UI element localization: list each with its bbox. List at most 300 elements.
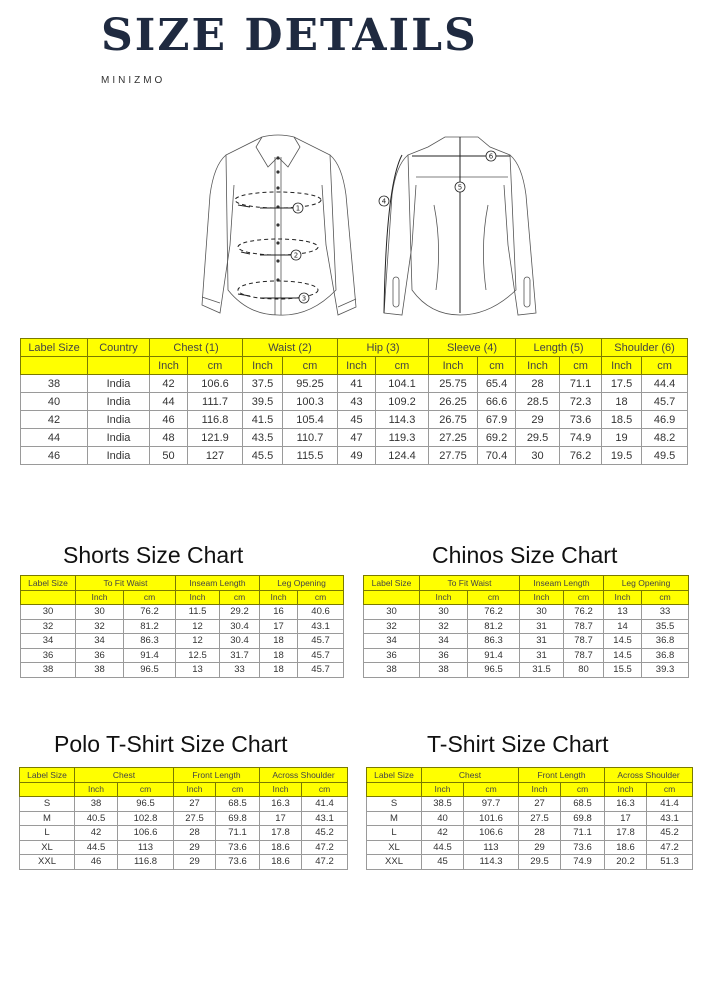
table-cell: India xyxy=(88,429,150,447)
table-cell: 38 xyxy=(76,663,124,678)
table-cell: 48.2 xyxy=(642,429,688,447)
table-cell: 49 xyxy=(338,447,376,465)
table-cell: 17 xyxy=(260,619,298,634)
table-cell: 29 xyxy=(174,840,216,855)
table-cell: 65.4 xyxy=(478,375,516,393)
table-cell: 38 xyxy=(75,797,118,812)
table-row xyxy=(21,411,688,429)
back-number-labels xyxy=(379,151,496,206)
table-cell: 113 xyxy=(464,840,519,855)
table-cell: 44.5 xyxy=(75,840,118,855)
table-cell: XXL xyxy=(20,855,75,870)
table-cell: 29.2 xyxy=(220,605,260,620)
column-header: Label Size xyxy=(21,339,88,357)
header-row xyxy=(21,339,688,357)
table-cell: 124.4 xyxy=(376,447,429,465)
table-cell: 70.4 xyxy=(478,447,516,465)
brand-name: MINIZMO xyxy=(101,75,166,86)
table-cell: L xyxy=(367,826,422,841)
table-cell: 116.8 xyxy=(118,855,174,870)
table-cell: 28 xyxy=(516,375,560,393)
polo-size-table xyxy=(19,767,348,870)
table-cell: 17.8 xyxy=(260,826,302,841)
table-cell: 31 xyxy=(520,619,564,634)
table-cell: 50 xyxy=(150,447,188,465)
table-cell: 18.5 xyxy=(602,411,642,429)
table-cell: 45.7 xyxy=(298,663,344,678)
column-header: Chest xyxy=(422,768,519,783)
table-cell: 32 xyxy=(420,619,468,634)
table-cell: L xyxy=(20,826,75,841)
front-buttons xyxy=(276,156,279,281)
table-cell: 74.9 xyxy=(561,855,605,870)
table-cell: 16 xyxy=(260,605,298,620)
unit-header: cm xyxy=(124,590,176,605)
table-cell: 95.25 xyxy=(283,375,338,393)
table-cell: 39.5 xyxy=(243,393,283,411)
table-cell: 119.3 xyxy=(376,429,429,447)
table-cell: 78.7 xyxy=(564,619,604,634)
unit-row xyxy=(21,357,688,375)
table-row xyxy=(21,393,688,411)
table-cell: S xyxy=(367,797,422,812)
table-cell: 42 xyxy=(21,411,88,429)
table-cell: 76.2 xyxy=(560,447,602,465)
table-cell: 30 xyxy=(420,605,468,620)
table-row xyxy=(21,375,688,393)
table-cell: 12 xyxy=(176,634,220,649)
table-cell: 73.6 xyxy=(560,411,602,429)
unit-header: cm xyxy=(642,357,688,375)
table-cell: 31.7 xyxy=(220,648,260,663)
unit-header-blank xyxy=(20,782,75,797)
unit-header: cm xyxy=(560,357,602,375)
table-row xyxy=(367,826,693,841)
table-row xyxy=(364,605,689,620)
table-cell: 113 xyxy=(118,840,174,855)
table-cell: 109.2 xyxy=(376,393,429,411)
table-cell: 41.4 xyxy=(302,797,348,812)
table-row xyxy=(364,619,689,634)
table-cell: 46.9 xyxy=(642,411,688,429)
header-row xyxy=(21,576,344,591)
unit-header: cm xyxy=(464,782,519,797)
unit-header: cm xyxy=(283,357,338,375)
polo-chart-title: Polo T-Shirt Size Chart xyxy=(54,731,288,757)
table-cell: 100.3 xyxy=(283,393,338,411)
unit-header: cm xyxy=(478,357,516,375)
table-row xyxy=(364,663,689,678)
table-row xyxy=(20,811,348,826)
table-row xyxy=(21,648,344,663)
table-cell: 30.4 xyxy=(220,634,260,649)
table-cell: 32 xyxy=(364,619,420,634)
table-cell: 72.3 xyxy=(560,393,602,411)
table-cell: 74.9 xyxy=(560,429,602,447)
table-cell: M xyxy=(367,811,422,826)
table-cell: India xyxy=(88,393,150,411)
table-cell: 32 xyxy=(76,619,124,634)
column-header: To Fit Waist xyxy=(420,576,520,591)
table-row xyxy=(367,840,693,855)
table-cell: 42 xyxy=(150,375,188,393)
table-cell: 69.8 xyxy=(216,811,260,826)
table-row xyxy=(20,855,348,870)
table-cell: 18.6 xyxy=(605,840,647,855)
column-header: Label Size xyxy=(364,576,420,591)
table-cell: 38 xyxy=(21,375,88,393)
unit-header: cm xyxy=(642,590,689,605)
shorts-chart-title: Shorts Size Chart xyxy=(63,542,244,568)
table-cell: 127 xyxy=(188,447,243,465)
header-row xyxy=(364,576,689,591)
unit-header-blank xyxy=(21,590,76,605)
table-cell: 31 xyxy=(520,648,564,663)
table-cell: 18 xyxy=(260,634,298,649)
table-cell: 41.5 xyxy=(243,411,283,429)
unit-header: Inch xyxy=(604,590,642,605)
table-cell: 44.5 xyxy=(422,840,464,855)
table-row xyxy=(367,855,693,870)
table-cell: 76.2 xyxy=(564,605,604,620)
table-cell: 30 xyxy=(76,605,124,620)
table-cell: 102.8 xyxy=(118,811,174,826)
table-cell: 45.2 xyxy=(647,826,693,841)
table-cell: 47.2 xyxy=(302,855,348,870)
column-header: Label Size xyxy=(21,576,76,591)
table-cell: 36.8 xyxy=(642,634,689,649)
table-cell: 27.5 xyxy=(174,811,216,826)
table-cell: 41.4 xyxy=(647,797,693,812)
table-cell: 37.5 xyxy=(243,375,283,393)
table-cell: 40 xyxy=(21,393,88,411)
column-header: To Fit Waist xyxy=(76,576,176,591)
table-row xyxy=(21,663,344,678)
table-cell: 68.5 xyxy=(216,797,260,812)
table-cell: 30 xyxy=(364,605,420,620)
unit-header-blank xyxy=(88,357,150,375)
table-cell: 43.1 xyxy=(647,811,693,826)
table-cell: 47 xyxy=(338,429,376,447)
table-cell: 66.6 xyxy=(478,393,516,411)
table-cell: 86.3 xyxy=(124,634,176,649)
header-row xyxy=(20,768,348,783)
chinos-chart-title: Chinos Size Chart xyxy=(432,542,618,568)
table-row xyxy=(20,840,348,855)
table-cell: 42 xyxy=(422,826,464,841)
table-cell: 40.6 xyxy=(298,605,344,620)
table-cell: 29.5 xyxy=(516,429,560,447)
unit-header: Inch xyxy=(519,782,561,797)
unit-header: cm xyxy=(118,782,174,797)
table-cell: 16.3 xyxy=(605,797,647,812)
table-cell: 110.7 xyxy=(283,429,338,447)
table-cell: 71.1 xyxy=(216,826,260,841)
table-cell: 40 xyxy=(422,811,464,826)
table-cell: 34 xyxy=(76,634,124,649)
shirt-measurement-illustration xyxy=(190,125,540,335)
table-row xyxy=(20,797,348,812)
table-row xyxy=(21,619,344,634)
table-cell: 27.25 xyxy=(429,429,478,447)
table-cell: 114.3 xyxy=(464,855,519,870)
table-cell: 26.75 xyxy=(429,411,478,429)
table-row xyxy=(21,634,344,649)
table-cell: 45.7 xyxy=(298,648,344,663)
table-cell: 14.5 xyxy=(604,648,642,663)
table-cell: 16.3 xyxy=(260,797,302,812)
column-header: Front Length xyxy=(519,768,605,783)
table-cell: 11.5 xyxy=(176,605,220,620)
table-cell: 43.1 xyxy=(302,811,348,826)
table-cell: 45.7 xyxy=(642,393,688,411)
label-2: 2 xyxy=(293,251,299,260)
unit-header: Inch xyxy=(76,590,124,605)
table-cell: 38 xyxy=(364,663,420,678)
table-row xyxy=(367,797,693,812)
table-cell: 40.5 xyxy=(75,811,118,826)
table-row xyxy=(364,648,689,663)
column-header: Shoulder (6) xyxy=(602,339,688,357)
table-cell: 45 xyxy=(422,855,464,870)
table-cell: 30 xyxy=(520,605,564,620)
front-number-labels xyxy=(291,203,309,303)
table-cell: 34 xyxy=(21,634,76,649)
unit-header: Inch xyxy=(516,357,560,375)
table-cell: 91.4 xyxy=(468,648,520,663)
table-cell: 46 xyxy=(150,411,188,429)
column-header: Chest xyxy=(75,768,174,783)
table-cell: 68.5 xyxy=(561,797,605,812)
column-header: Across Shoulder xyxy=(605,768,693,783)
chinos-size-table xyxy=(363,575,689,678)
table-cell: 38 xyxy=(21,663,76,678)
table-cell: XL xyxy=(20,840,75,855)
table-cell: 67.9 xyxy=(478,411,516,429)
table-cell: 42 xyxy=(75,826,118,841)
unit-header: Inch xyxy=(520,590,564,605)
table-cell: 91.4 xyxy=(124,648,176,663)
unit-header-blank xyxy=(21,357,88,375)
table-cell: 38 xyxy=(420,663,468,678)
table-cell: 106.6 xyxy=(464,826,519,841)
table-cell: 78.7 xyxy=(564,648,604,663)
table-cell: 29 xyxy=(516,411,560,429)
table-cell: 28 xyxy=(519,826,561,841)
table-cell: 39.3 xyxy=(642,663,689,678)
column-header: Leg Opening xyxy=(604,576,689,591)
table-cell: 33 xyxy=(642,605,689,620)
table-cell: 45 xyxy=(338,411,376,429)
table-cell: 86.3 xyxy=(468,634,520,649)
table-cell: 20.2 xyxy=(605,855,647,870)
column-header: Country xyxy=(88,339,150,357)
column-header: Sleeve (4) xyxy=(429,339,516,357)
unit-header: Inch xyxy=(338,357,376,375)
unit-header: cm xyxy=(468,590,520,605)
table-cell: 13 xyxy=(604,605,642,620)
back-measure-lines xyxy=(381,137,510,313)
column-header: Front Length xyxy=(174,768,260,783)
tshirt-chart-title: T-Shirt Size Chart xyxy=(427,731,609,757)
table-cell: 19.5 xyxy=(602,447,642,465)
table-cell: XXL xyxy=(367,855,422,870)
tshirt-size-table xyxy=(366,767,693,870)
table-cell: 71.1 xyxy=(560,375,602,393)
table-cell: 17.5 xyxy=(602,375,642,393)
table-cell: 30 xyxy=(516,447,560,465)
table-cell: 32 xyxy=(21,619,76,634)
table-cell: 27 xyxy=(174,797,216,812)
unit-row xyxy=(21,590,344,605)
table-cell: 18 xyxy=(260,648,298,663)
table-cell: 81.2 xyxy=(124,619,176,634)
table-cell: 29.5 xyxy=(519,855,561,870)
table-cell: 30.4 xyxy=(220,619,260,634)
unit-header-blank xyxy=(367,782,422,797)
table-cell: S xyxy=(20,797,75,812)
table-cell: 71.1 xyxy=(561,826,605,841)
table-cell: 36 xyxy=(364,648,420,663)
table-cell: 36 xyxy=(76,648,124,663)
table-cell: 46 xyxy=(75,855,118,870)
table-cell: 17 xyxy=(605,811,647,826)
table-row xyxy=(364,634,689,649)
table-cell: 28.5 xyxy=(516,393,560,411)
table-cell: 78.7 xyxy=(564,634,604,649)
table-cell: 12.5 xyxy=(176,648,220,663)
table-cell: 17.8 xyxy=(605,826,647,841)
table-cell: 104.1 xyxy=(376,375,429,393)
table-cell: 46 xyxy=(21,447,88,465)
unit-header: Inch xyxy=(75,782,118,797)
table-row xyxy=(21,447,688,465)
table-cell: 27.5 xyxy=(519,811,561,826)
table-cell: 31 xyxy=(520,634,564,649)
table-cell: 76.2 xyxy=(468,605,520,620)
table-cell: 115.5 xyxy=(283,447,338,465)
column-header: Label Size xyxy=(20,768,75,783)
label-1: 1 xyxy=(295,204,301,213)
table-cell: 81.2 xyxy=(468,619,520,634)
unit-header: Inch xyxy=(150,357,188,375)
table-cell: 36 xyxy=(420,648,468,663)
table-cell: 96.5 xyxy=(124,663,176,678)
table-cell: 76.2 xyxy=(124,605,176,620)
unit-header: cm xyxy=(564,590,604,605)
unit-header: Inch xyxy=(176,590,220,605)
unit-row xyxy=(364,590,689,605)
table-cell: 106.6 xyxy=(188,375,243,393)
unit-header: Inch xyxy=(422,782,464,797)
column-header: Waist (2) xyxy=(243,339,338,357)
table-cell: 18.6 xyxy=(260,840,302,855)
table-cell: India xyxy=(88,375,150,393)
table-cell: 73.6 xyxy=(216,855,260,870)
table-cell: 43.5 xyxy=(243,429,283,447)
unit-header: cm xyxy=(220,590,260,605)
table-cell: 12 xyxy=(176,619,220,634)
table-row xyxy=(21,605,344,620)
table-row xyxy=(367,811,693,826)
unit-header: Inch xyxy=(602,357,642,375)
unit-header: Inch xyxy=(260,590,298,605)
table-cell: 44 xyxy=(150,393,188,411)
shorts-size-table xyxy=(20,575,344,678)
table-cell: 31.5 xyxy=(520,663,564,678)
unit-row xyxy=(367,782,693,797)
table-cell: 36.8 xyxy=(642,648,689,663)
table-cell: 121.9 xyxy=(188,429,243,447)
column-header: Label Size xyxy=(367,768,422,783)
table-cell: 101.6 xyxy=(464,811,519,826)
table-cell: 80 xyxy=(564,663,604,678)
column-header: Length (5) xyxy=(516,339,602,357)
unit-header: cm xyxy=(376,357,429,375)
unit-header: Inch xyxy=(174,782,216,797)
unit-header: Inch xyxy=(605,782,647,797)
table-cell: 30 xyxy=(21,605,76,620)
table-cell: 96.5 xyxy=(118,797,174,812)
table-cell: 38.5 xyxy=(422,797,464,812)
table-cell: 111.7 xyxy=(188,393,243,411)
table-cell: 34 xyxy=(364,634,420,649)
table-cell: M xyxy=(20,811,75,826)
table-cell: 44.4 xyxy=(642,375,688,393)
table-cell: 13 xyxy=(176,663,220,678)
column-header: Across Shoulder xyxy=(260,768,348,783)
table-cell: India xyxy=(88,447,150,465)
unit-header: Inch xyxy=(260,782,302,797)
table-cell: India xyxy=(88,411,150,429)
column-header: Leg Opening xyxy=(260,576,344,591)
label-4: 4 xyxy=(381,197,387,206)
table-cell: 14 xyxy=(604,619,642,634)
unit-header: cm xyxy=(188,357,243,375)
label-6: 6 xyxy=(488,152,494,161)
table-row xyxy=(21,429,688,447)
table-cell: 106.6 xyxy=(118,826,174,841)
column-header: Hip (3) xyxy=(338,339,429,357)
table-cell: 73.6 xyxy=(216,840,260,855)
table-cell: 73.6 xyxy=(561,840,605,855)
table-cell: 14.5 xyxy=(604,634,642,649)
table-cell: 27.75 xyxy=(429,447,478,465)
table-cell: 48 xyxy=(150,429,188,447)
table-cell: 69.8 xyxy=(561,811,605,826)
unit-row xyxy=(20,782,348,797)
unit-header: cm xyxy=(302,782,348,797)
measure-loops xyxy=(235,192,321,299)
table-cell: 25.75 xyxy=(429,375,478,393)
table-cell: 44 xyxy=(21,429,88,447)
table-cell: 97.7 xyxy=(464,797,519,812)
table-cell: 47.2 xyxy=(302,840,348,855)
table-cell: 18 xyxy=(260,663,298,678)
table-cell: 27 xyxy=(519,797,561,812)
unit-header: Inch xyxy=(243,357,283,375)
table-cell: 43 xyxy=(338,393,376,411)
page-title: SIZE DETAILS xyxy=(101,10,478,61)
table-cell: 43.1 xyxy=(298,619,344,634)
label-3: 3 xyxy=(301,294,307,303)
table-cell: 29 xyxy=(174,855,216,870)
unit-header: cm xyxy=(298,590,344,605)
table-cell: 69.2 xyxy=(478,429,516,447)
table-cell: 26.25 xyxy=(429,393,478,411)
table-cell: 18 xyxy=(602,393,642,411)
table-cell: 51.3 xyxy=(647,855,693,870)
